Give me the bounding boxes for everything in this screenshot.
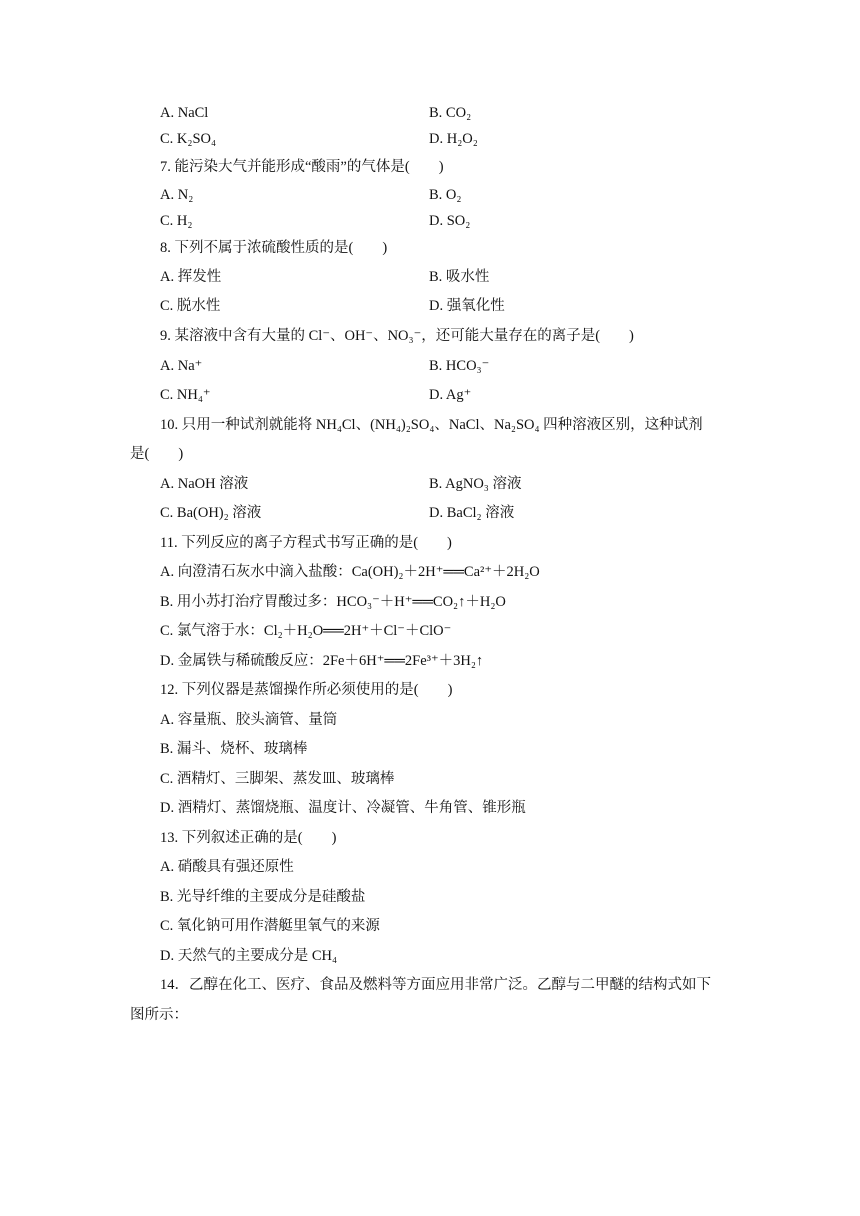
q12-option-c: C. 酒精灯、三脚架、蒸发皿、玻璃棒: [160, 771, 395, 787]
option-b-co2: B. CO₂: [429, 105, 472, 121]
question-7: 7. 能污染大气并能形成“酸雨”的气体是( ): [160, 159, 444, 175]
q13-option-b: B. 光导纤维的主要成分是硅酸盐: [160, 889, 366, 905]
q7-option-d: D. SO₂: [429, 213, 471, 229]
option-c-k2so4: C. K₂SO₄: [160, 131, 217, 147]
question-9: 9. 某溶液中含有大量的 Cl⁻、OH⁻、NO₃⁻，还可能大量存在的离子是( ): [160, 328, 634, 344]
question-14: 14．乙醇在化工、医疗、食品及燃料等方面应用非常广泛。乙醇与二甲醚的结构式如下: [160, 977, 711, 993]
q13-option-c: C. 氧化钠可用作潜艇里氧气的来源: [160, 918, 380, 934]
question-10: 10. 只用一种试剂就能将 NH₄Cl、(NH₄)₂SO₄、NaCl、Na₂SO₄ 四种溶液区别，这种试剂: [160, 417, 703, 433]
q7-option-a: A. N₂: [160, 187, 194, 203]
q12-option-d: D. 酒精灯、蒸馏烧瓶、温度计、冷凝管、牛角管、锥形瓶: [160, 800, 526, 816]
option-a-nacl: A. NaCl: [160, 105, 209, 121]
q9-option-d: D. Ag⁺: [429, 387, 472, 403]
q11-option-d: D. 金属铁与稀硫酸反应：2Fe＋6H⁺══2Fe³⁺＋3H₂↑: [160, 653, 484, 669]
q8-option-b: B. 吸水性: [429, 269, 490, 285]
question-12: 12. 下列仪器是蒸馏操作所必须使用的是( ): [160, 682, 453, 698]
option-d-h2o2: D. H₂O₂: [429, 131, 478, 147]
question-10-continued: 是( ): [130, 446, 184, 462]
question-8: 8. 下列不属于浓硫酸性质的是( ): [160, 240, 388, 256]
q13-option-d: D. 天然气的主要成分是 CH₄: [160, 948, 338, 964]
q7-option-c: C. H₂: [160, 213, 193, 229]
q12-option-a: A. 容量瓶、胶头滴管、量筒: [160, 712, 338, 728]
q10-option-b: B. AgNO₃ 溶液: [429, 476, 522, 492]
q12-option-b: B. 漏斗、烧杯、玻璃棒: [160, 741, 308, 757]
q9-option-b: B. HCO₃⁻: [429, 358, 490, 374]
q7-option-b: B. O₂: [429, 187, 462, 203]
q10-option-c: C. Ba(OH)₂ 溶液: [160, 505, 262, 521]
q13-option-a: A. 硝酸具有强还原性: [160, 859, 294, 875]
q11-option-c: C. 氯气溶于水：Cl₂＋H₂O══2H⁺＋Cl⁻＋ClO⁻: [160, 623, 452, 639]
question-11: 11. 下列反应的离子方程式书写正确的是( ): [160, 535, 452, 551]
q9-option-a: A. Na⁺: [160, 358, 203, 374]
q11-option-b: B. 用小苏打治疗胃酸过多：HCO₃⁻＋H⁺══CO₂↑＋H₂O: [160, 594, 506, 610]
q11-option-a: A. 向澄清石灰水中滴入盐酸：Ca(OH)₂＋2H⁺══Ca²⁺＋2H₂O: [160, 564, 540, 580]
q9-option-c: C. NH₄⁺: [160, 387, 211, 403]
q8-option-c: C. 脱水性: [160, 298, 221, 314]
q8-option-d: D. 强氧化性: [429, 298, 505, 314]
question-14-continued: 图所示：: [130, 1007, 188, 1023]
q8-option-a: A. 挥发性: [160, 269, 222, 285]
q10-option-d: D. BaCl₂ 溶液: [429, 505, 515, 521]
q10-option-a: A. NaOH 溶液: [160, 476, 249, 492]
question-13: 13. 下列叙述正确的是( ): [160, 830, 337, 846]
